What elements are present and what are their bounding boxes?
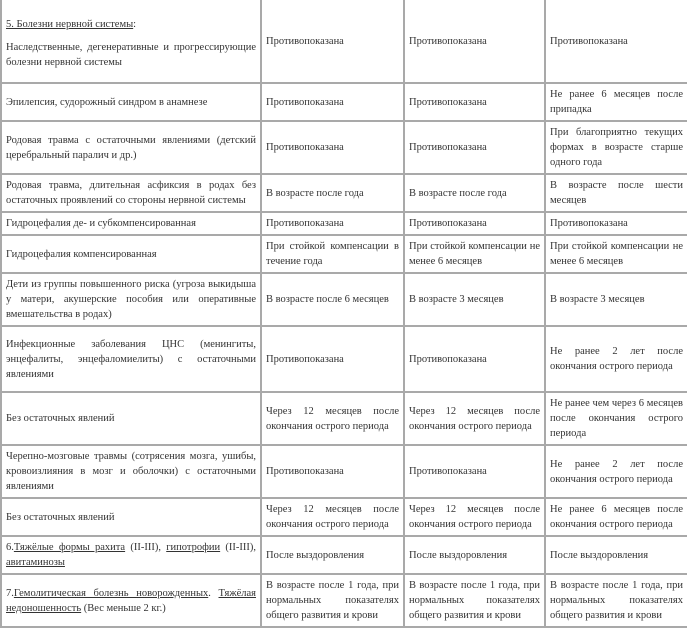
condition-cell: Родовая травма с остаточными явлениями (детский церебральный паралич и др.) xyxy=(1,121,261,174)
hypotrophy-link[interactable]: гипотрофии xyxy=(166,542,221,553)
condition-cell: Гидроцефалия компенсированная xyxy=(1,235,261,273)
value-cell: Противопоказана xyxy=(261,0,404,83)
value-cell: В возрасте после 6 месяцев xyxy=(261,273,404,326)
table-row xyxy=(1,212,687,235)
value-cell: При благоприятно текущих формах в возрасте старше одного года xyxy=(545,121,687,174)
value-cell: Противопоказана xyxy=(404,445,545,498)
condition-cell: Инфекционные заболевания ЦНС (менингиты, энцефалиты, энцефаломиелиты) с остаточными явлениями xyxy=(1,326,261,392)
table-row xyxy=(1,574,687,627)
value-cell: Противопоказана xyxy=(404,121,545,174)
value-cell: Через 12 месяцев после окончания острого периода xyxy=(404,498,545,536)
table-row xyxy=(1,121,687,174)
condition-cell xyxy=(1,0,261,83)
value-cell: В возрасте 3 месяцев xyxy=(404,273,545,326)
avitaminosis-link[interactable]: авитаминозы xyxy=(6,557,65,568)
value-cell: Не ранее 2 лет после окончания острого периода xyxy=(545,445,687,498)
value-cell: При стойкой компенсации в течение года xyxy=(261,235,404,273)
value-cell: Противопоказана xyxy=(261,445,404,498)
value-cell: Противопоказана xyxy=(404,212,545,235)
condition-text: Наследственные, дегенеративные и прогрессирующие болезни нервной системы xyxy=(6,41,256,68)
rickets-link[interactable]: Тяжёлые формы рахита xyxy=(13,542,126,553)
prematurity-link[interactable]: Тяжёлая недоношенность xyxy=(6,587,256,614)
value-cell: Не ранее чем через 6 месяцев после окончания острого периода xyxy=(545,392,687,445)
value-cell: Противопоказана xyxy=(261,326,404,392)
table-row xyxy=(1,0,687,83)
section-heading: 5. Болезни нервной системы: xyxy=(6,18,137,30)
value-cell: Противопоказана xyxy=(545,0,687,83)
value-cell: При стойкой компенсации не менее 6 месяцев xyxy=(545,235,687,273)
value-cell: В возрасте после 1 года, при нормальных показателях общего развития и крови xyxy=(545,574,687,627)
table-row xyxy=(1,326,687,392)
value-cell: Противопоказана xyxy=(261,212,404,235)
value-cell: После выздоровления xyxy=(545,536,687,574)
value-cell: В возрасте после года xyxy=(404,174,545,212)
table-row xyxy=(1,536,687,574)
value-cell: Противопоказана xyxy=(404,326,545,392)
value-cell: При стойкой компенсации не менее 6 месяцев xyxy=(404,235,545,273)
condition-cell: Без остаточных явлений xyxy=(1,392,261,445)
value-cell: Противопоказана xyxy=(261,121,404,174)
condition-cell: Дети из группы повышенного риска (угроза выкидыша у матери, акушерские пособия или оперативные вмешательства в родах) xyxy=(1,273,261,326)
table-row xyxy=(1,235,687,273)
hemolytic-disease-link[interactable]: Гемолитическая болезнь новорожденных xyxy=(13,587,209,599)
condition-cell: Эпилепсия, судорожный синдром в анамнезе xyxy=(1,83,261,121)
value-cell: Не ранее 6 месяцев после окончания острого периода xyxy=(545,498,687,536)
value-cell: В возрасте 3 месяцев xyxy=(545,273,687,326)
table-row xyxy=(1,498,687,536)
condition-cell: Черепно-мозговые травмы (сотрясения мозга, ушибы, кровоизлияния в мозг и оболочки) с остаточными явлениями xyxy=(1,445,261,498)
table-row xyxy=(1,445,687,498)
value-cell: Через 12 месяцев после окончания острого периода xyxy=(261,392,404,445)
value-cell: Противопоказана xyxy=(404,83,545,121)
value-cell: Через 12 месяцев после окончания острого периода xyxy=(404,392,545,445)
value-cell: После выздоровления xyxy=(404,536,545,574)
value-cell: Через 12 месяцев после окончания острого периода xyxy=(261,498,404,536)
condition-cell: 7.Гемолитическая болезнь новорожденных. Тяжёлая недоношенность (Вес меньше 2 кг.) xyxy=(1,574,261,627)
table-row xyxy=(1,392,687,445)
table-row xyxy=(1,273,687,326)
value-cell: Противопоказана xyxy=(261,83,404,121)
table-row xyxy=(1,174,687,212)
value-cell: В возрасте после 1 года, при нормальных показателях общего развития и крови xyxy=(261,574,404,627)
value-cell: В возрасте после года xyxy=(261,174,404,212)
value-cell: После выздоровления xyxy=(261,536,404,574)
value-cell: Противопоказана xyxy=(545,212,687,235)
value-cell: Не ранее 6 месяцев после припадка xyxy=(545,83,687,121)
section-title-link[interactable]: 5. Болезни нервной системы xyxy=(6,18,134,30)
condition-cell: Без остаточных явлений xyxy=(1,498,261,536)
table-row xyxy=(1,83,687,121)
condition-cell: 6.Тяжёлые формы рахита (II-III), гипотрофии (II-III), авитаминозы xyxy=(1,536,261,574)
condition-cell: Родовая травма, длительная асфиксия в родах без остаточных проявлений со стороны нервной системы xyxy=(1,174,261,212)
value-cell: В возрасте после 1 года, при нормальных показателях общего развития и крови xyxy=(404,574,545,627)
condition-cell: Гидроцефалия де- и субкомпенсированная xyxy=(1,212,261,235)
value-cell: Противопоказана xyxy=(404,0,545,83)
value-cell: В возрасте после шести месяцев xyxy=(545,174,687,212)
value-cell: Не ранее 2 лет после окончания острого периода xyxy=(545,326,687,392)
